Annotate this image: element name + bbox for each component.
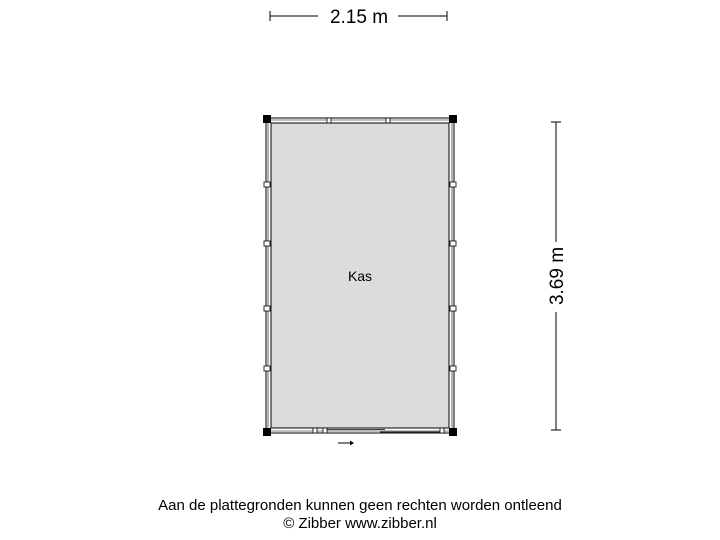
greenhouse-room [263,115,457,446]
disclaimer-text: Aan de plattegronden kunnen geen rechten worden ontleend [158,497,562,514]
entrance-arrow-icon [338,441,354,446]
room-label: Kas [347,268,373,284]
width-dimension-label: 2.15 m [329,7,389,28]
top-wall-mullions [327,118,390,123]
corner-post-bottom-right [449,428,457,436]
height-dimension-label: 3.69 m [547,246,568,306]
corner-post-top-right [449,115,457,123]
width-dimension [270,7,447,28]
left-wall-mullions [264,182,270,371]
right-wall-mullions [450,182,456,371]
height-dimension [547,122,568,430]
copyright-text: © Zibber www.zibber.nl [283,515,437,532]
corner-post-bottom-left [263,428,271,436]
bottom-wall-door [313,428,444,433]
corner-post-top-left [263,115,271,123]
